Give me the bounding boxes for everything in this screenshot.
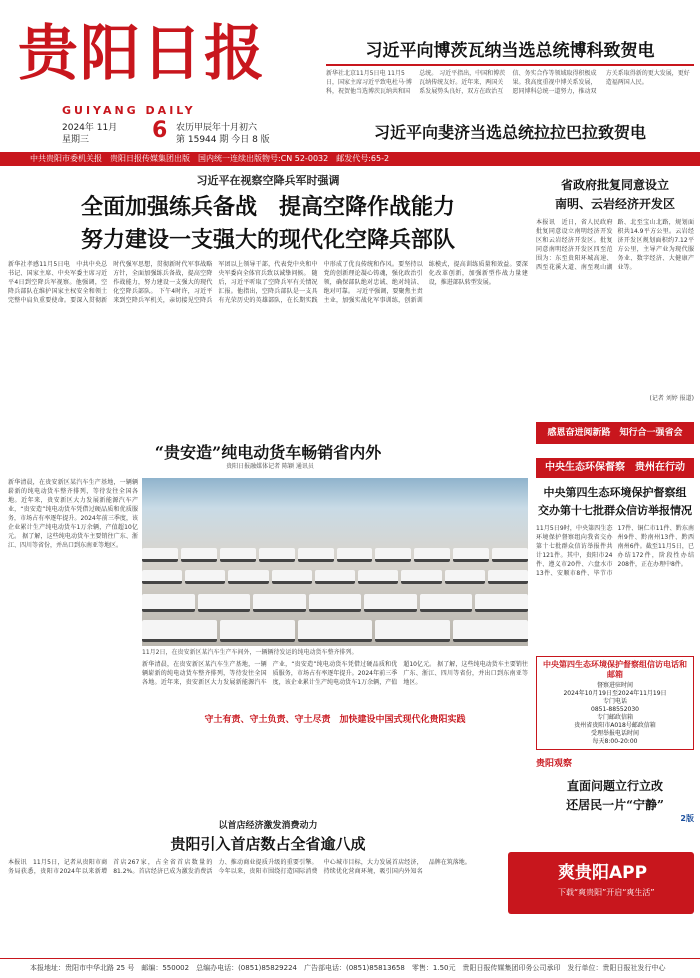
article-botswana: 新华社北京11月5日电 11月5日，国家主席习近平致电杜马·博科，祝贺他当选博茨瓦纳共和国总统。 习近平指出，中国和博茨瓦纳传统友好。近年来，两国关系发展势头良好，双方在政治互信、务实合作等领域取得积极成果。我高度重视中博关系发展，愿同博科总统一道努力，推动双方关系取得新的更大发展，更好造福两国人民。 bbox=[326, 70, 690, 95]
page-footer: 本报地址：贵阳市中华北路 25 号 邮编：550002 总编办电话：(0851)85829224 广告部电话：(0851)85813658 零售：1.50元 贵阳日报传媒集团印务公司承印 发行单位：贵阳日报社发行中心 bbox=[0, 958, 700, 978]
lead-story bbox=[8, 172, 528, 430]
notice-line: 2024年10月19日至2024年11月19日 bbox=[563, 690, 667, 697]
review-headline-2[interactable]: 还居民一片“宁静” bbox=[566, 798, 664, 812]
trucks-body-cont: 新华清晨，在贵安新区某汽车生产基地，一辆辆崭新的纯电动货车整齐排列，等待发往全国各地。近年来，贵安新区大力发展新能源汽车产业，“贵安造”纯电动货车凭借过硬品质和优质服务，市场占有率逐年提升。2024年前三季度，该企业累计生产纯电动货车1万余辆，产值超10亿元。 据了解，这些纯电动货车主要销往广东、浙江、四川等省份，并出口到东南亚等地区。 bbox=[142, 661, 528, 686]
supervision-headline-1[interactable]: 中央第四生态环境保护督察组 bbox=[543, 486, 687, 499]
issue-lunar: 农历甲辰年十月初六 bbox=[176, 123, 258, 133]
supervision-headline-2[interactable]: 交办第十七批群众信访举报情况 bbox=[538, 504, 692, 517]
supervision-story bbox=[536, 484, 694, 644]
trucks-headline[interactable]: “贵安造”纯电动货车畅销省内外 bbox=[154, 443, 382, 462]
first-store-kicker: 以首店经济激发消费动力 bbox=[218, 821, 318, 831]
review-headline-1[interactable]: 直面问题立行立改 bbox=[566, 779, 663, 793]
headline-fiji[interactable]: 习近平向斐济当选总统拉拉巴拉致贺电 bbox=[373, 123, 646, 142]
issue-date bbox=[62, 122, 117, 146]
notice-line: 受理举报电话时间 bbox=[590, 730, 639, 737]
trucks-photo bbox=[142, 478, 528, 646]
supervision-body: 11月5日9时，中央第四生态环境保护督察组向我省交办第十七批群众信访举报件共计121件。其中，贵阳市24件、遵义市20件、六盘水市13件、安顺市8件、毕节市17件、铜仁市11件、黔东南州9件、黔南州13件、黔西南州6件。截至11月5日，已办结172件，阶段性办结208件，正在办理中8件。 bbox=[536, 525, 694, 577]
lead-kicker: 习近平在视察空降兵军时强调 bbox=[196, 174, 340, 187]
notice-lines bbox=[540, 682, 690, 746]
trucks-body: 新华清晨，在贵安新区某汽车生产基地，一辆辆崭新的纯电动货车整齐排列，等待发往全国各地。近年来，贵安新区大力发展新能源汽车产业，“贵安造”纯电动货车凭借过硬品质和优质服务，市场占有率逐年提升。2024年前三季度，该企业累计生产纯电动货车1万余辆，产值超10亿元。 据了解，这些纯电动货车主要销往广东、浙江、四川等省份，并出口到东南亚等地区。 bbox=[8, 479, 138, 549]
first-store-headline[interactable]: 贵阳引入首店数占全省逾八成 bbox=[170, 835, 366, 853]
headline-botswana[interactable]: 习近平向博茨瓦纳当选总统博科致贺电 bbox=[365, 41, 655, 61]
issue-day: 6 bbox=[152, 118, 168, 143]
story-trucks-head bbox=[8, 440, 528, 460]
trucks-photo-caption: 11月2日，在贵安新区某汽车生产车间外，一辆辆待发运的纯电动货车整齐排列。 bbox=[142, 649, 358, 656]
masthead-subtitle: GUIYANG DAILY bbox=[62, 104, 196, 117]
notice-line: 专门电话 bbox=[602, 698, 627, 705]
lead-headline-2[interactable]: 努力建设一支强大的现代化空降兵部队 bbox=[80, 227, 455, 253]
fiji-news bbox=[326, 120, 694, 152]
notice-line: 贵州省贵阳市A018号邮政信箱 bbox=[574, 722, 656, 729]
notice-line: 每天8:00-20:00 bbox=[592, 738, 638, 745]
gov-body: 本报讯 近日，省人民政府批复同意设立南明经济开发区和云岩经济开发区。批复同意南明经济开发区四至范围为：东至贵阳环城高速、西至花溪大道、南至观山湖路、北至宝山北路，规划面积共14.9平方公里。云岩经济开发区规划面积约7.12平方公里，主导产业为现代服务业、数字经济、大健康产业等。 bbox=[536, 219, 694, 271]
masthead-logo: 贵阳日报 bbox=[18, 19, 266, 89]
gov-source: (记者 刘婷 报道) bbox=[649, 395, 694, 402]
slogan-banner: 感恩奋进阅新路 知行合一强省会 bbox=[536, 422, 694, 444]
app-slogan: 下载“爽贵阳”开启“爽生活” bbox=[558, 888, 655, 897]
notice-line: 0851-88552030 bbox=[591, 706, 639, 713]
notice-title: 中央第四生态环境保护督察组信访电话和邮箱 bbox=[543, 660, 687, 679]
masthead-redbar: 中共贵阳市委机关报 贵阳日报传媒集团出版 国内统一连续出版物号:CN 52-0032 邮发代号:65-2 bbox=[0, 152, 700, 166]
app-name: 爽贵阳APP bbox=[558, 863, 648, 883]
app-promo[interactable] bbox=[508, 852, 694, 914]
supervision-banner: 中央生态环保督察 贵州在行动 bbox=[536, 458, 694, 478]
trucks-byline: 贵阳日报融媒体记者 陈颖 通讯员 bbox=[226, 463, 314, 470]
review-label: 贵阳观察 bbox=[536, 759, 573, 769]
issue-weekday: 星期三 bbox=[62, 135, 90, 145]
gov-headline-2[interactable]: 南明、云岩经济开发区 bbox=[554, 197, 675, 211]
divider bbox=[326, 64, 694, 66]
review-box bbox=[536, 756, 694, 826]
gov-headline-1[interactable]: 省政府批复同意设立 bbox=[560, 178, 669, 192]
first-store-story bbox=[8, 818, 528, 948]
issue-details bbox=[176, 122, 326, 146]
trucks-slogan: 守土有责、守土负责、守土尽责 加快建设中国式现代化贵阳实践 bbox=[204, 715, 466, 725]
review-page[interactable]: 2版 bbox=[680, 814, 694, 823]
issue-number: 第 15944 期 今日 8 版 bbox=[176, 135, 270, 145]
notice-box bbox=[536, 656, 694, 750]
issue-date-text: 2024年 11月 bbox=[62, 123, 118, 133]
gov-approval-story bbox=[536, 176, 694, 416]
notice-line: 专门邮政信箱 bbox=[596, 714, 633, 721]
notice-line: 督察进驻时间 bbox=[596, 682, 633, 689]
first-store-body: 本报讯 11月5日，记者从贵阳市商务局获悉，贵阳市2024年以来新增首店267家，占全省首店数量的81.2%。首店经济已成为激发消费活力、推动商业提质升级的重要引擎。今年以来，贵阳市围绕打造国际消费中心城市目标，大力发展首店经济，持续优化营商环境，吸引国内外知名品牌在筑落地。 bbox=[8, 859, 471, 875]
lead-headline-1[interactable]: 全面加强练兵备战 提高空降作战能力 bbox=[80, 194, 455, 220]
lead-body: 新华社孝感11月5日电 中共中央总书记、国家主席、中央军委主席习近平4日到空降兵军视察。他强调，空降兵部队在维护国家主权安全和领土完整中肩负重要使命。要深入贯彻新时代强军思想，贯彻新时代军事战略方针，全面加强练兵备战，提高空降作战能力，努力建设一支强大的现代化空降兵部队。 下午4时许，习近平来到空降兵军机关，亲切接见空降兵军团以上领导干部，代表党中央和中央军委向全体官兵致以诚挚问候。 随后，习近平听取了空降兵军有关情况汇报。他指出，空降兵部队是一支具有光荣历史的英雄部队，在长期实践中形成了优良传统和作风。要坚持以党的创新理论凝心铸魂，强化政治引领，确保部队绝对忠诚、绝对纯洁、绝对可靠。 习近平强调，要聚焦主责主业，加强实战化军事训练，创新训练模式，提高训练质量和效益。要深化改革创新，加强新型作战力量建设，推进部队转型发展。 bbox=[8, 261, 528, 304]
